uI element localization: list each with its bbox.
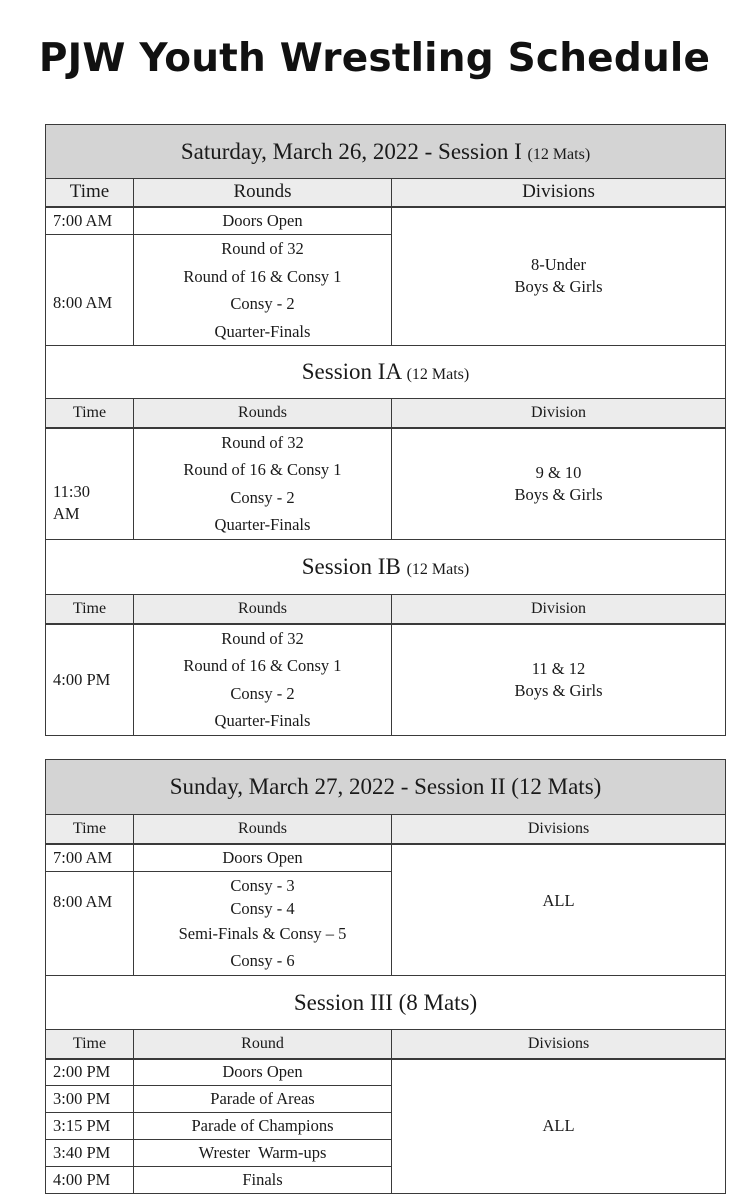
time-cell: 7:00 AM bbox=[46, 844, 134, 872]
header-round: Round bbox=[134, 1030, 392, 1059]
time-cell: 4:00 PM bbox=[46, 1167, 134, 1194]
header-time: Time bbox=[46, 595, 134, 624]
time-cell: 2:00 PM bbox=[46, 1059, 134, 1086]
round-item: Quarter-Finals bbox=[214, 711, 311, 730]
division-line: Boys & Girls bbox=[514, 277, 603, 297]
round-cell: Parade of Areas bbox=[134, 1086, 392, 1113]
rounds-cell bbox=[134, 624, 392, 736]
round-item: Consy - 3 bbox=[230, 875, 295, 895]
session-i-title-row bbox=[46, 125, 726, 179]
header-rounds: Rounds bbox=[134, 595, 392, 624]
round-item: Round of 16 & Consy 1 bbox=[183, 266, 342, 286]
time-cell: 8:00 AM bbox=[46, 872, 134, 976]
session-ia-title bbox=[46, 346, 726, 399]
time-cell: 3:00 PM bbox=[46, 1086, 134, 1113]
header-divisions: Divisions bbox=[392, 1030, 726, 1059]
session-ib-heading: Session IB bbox=[301, 554, 401, 579]
round-item: Round of 16 & Consy 1 bbox=[183, 656, 342, 675]
session-i-heading: Saturday, March 26, 2022 - Session I bbox=[180, 138, 522, 164]
rounds-cell bbox=[134, 872, 392, 976]
header-rounds: Rounds bbox=[134, 179, 392, 207]
time-cell: 7:00 AM bbox=[46, 207, 134, 235]
round-item: Round of 32 bbox=[221, 239, 304, 258]
header-rounds: Rounds bbox=[134, 815, 392, 844]
round-cell: Doors Open bbox=[134, 844, 392, 872]
session-iii-title: Session III (8 Mats) bbox=[46, 976, 726, 1030]
table-row bbox=[46, 428, 726, 540]
session-iii-title-row bbox=[46, 976, 726, 1030]
time-cell: 4:00 PM bbox=[46, 624, 134, 736]
session-ia-heading: Session IA bbox=[301, 359, 401, 384]
round-cell: Wrester Warm-ups bbox=[134, 1140, 392, 1167]
session-ib-mats: (12 Mats) bbox=[406, 561, 470, 578]
round-item: Consy - 2 bbox=[230, 294, 295, 313]
session-i-title bbox=[46, 125, 726, 179]
session-ib-title bbox=[46, 540, 726, 595]
session-ii-header-row bbox=[46, 815, 726, 844]
round-item: Quarter-Finals bbox=[214, 515, 311, 535]
division-cell: ALL bbox=[392, 1059, 726, 1194]
division-cell: ALL bbox=[392, 844, 726, 976]
round-cell: Doors Open bbox=[134, 207, 392, 235]
division-cell bbox=[392, 207, 726, 346]
page-title: PJW Youth Wrestling Schedule bbox=[38, 36, 711, 81]
round-cell: Finals bbox=[134, 1167, 392, 1194]
round-item: Semi-Finals & Consy – 5 bbox=[178, 923, 347, 943]
saturday-schedule-table bbox=[45, 124, 726, 736]
session-ia-title-row bbox=[46, 346, 726, 399]
round-item: Quarter-Finals bbox=[214, 321, 311, 341]
time-cell: 3:40 PM bbox=[46, 1140, 134, 1167]
table-row bbox=[46, 844, 726, 872]
session-i-header-row bbox=[46, 179, 726, 207]
header-divisions: Divisions bbox=[392, 815, 726, 844]
header-time: Time bbox=[46, 815, 134, 844]
time-cell: 3:15 PM bbox=[46, 1113, 134, 1140]
division-line: 8-Under bbox=[531, 255, 586, 275]
round-item: Consy - 6 bbox=[230, 950, 295, 970]
session-ib-header-row bbox=[46, 595, 726, 624]
session-ia-mats: (12 Mats) bbox=[406, 366, 470, 383]
division-line: Boys & Girls bbox=[514, 484, 603, 504]
division-line: 11 & 12 bbox=[531, 658, 586, 678]
header-time: Time bbox=[46, 179, 134, 207]
division-cell bbox=[392, 624, 726, 736]
session-i-mats: (12 Mats) bbox=[527, 145, 591, 163]
header-division: Division bbox=[392, 595, 726, 624]
time-line: 11:30 bbox=[53, 482, 90, 501]
round-item: Consy - 2 bbox=[230, 487, 295, 507]
header-divisions: Divisions bbox=[392, 179, 726, 207]
division-line: 9 & 10 bbox=[535, 462, 582, 482]
round-item: Round of 16 & Consy 1 bbox=[183, 460, 342, 480]
session-ii-title: Sunday, March 27, 2022 - Session II (12 Mats) bbox=[46, 760, 726, 815]
rounds-cell bbox=[134, 428, 392, 540]
table-row bbox=[46, 1059, 726, 1086]
rounds-cell bbox=[134, 235, 392, 346]
header-time: Time bbox=[46, 1030, 134, 1059]
session-iii-header-row bbox=[46, 1030, 726, 1059]
division-line: Boys & Girls bbox=[514, 680, 603, 700]
time-cell bbox=[46, 428, 134, 540]
time-cell: 8:00 AM bbox=[46, 235, 134, 346]
time-line: AM bbox=[53, 504, 80, 523]
table-row bbox=[46, 624, 726, 736]
round-item: Consy - 2 bbox=[230, 683, 295, 703]
round-item: Consy - 4 bbox=[230, 898, 295, 918]
round-cell: Doors Open bbox=[134, 1059, 392, 1086]
round-item: Round of 32 bbox=[221, 628, 304, 648]
header-division: Division bbox=[392, 399, 726, 428]
header-time: Time bbox=[46, 399, 134, 428]
table-row bbox=[46, 207, 726, 235]
division-cell bbox=[392, 428, 726, 540]
session-ii-title-row bbox=[46, 760, 726, 815]
round-cell: Parade of Champions bbox=[134, 1113, 392, 1140]
round-item: Round of 32 bbox=[221, 432, 304, 452]
session-ia-header-row bbox=[46, 399, 726, 428]
header-rounds: Rounds bbox=[134, 399, 392, 428]
session-ib-title-row bbox=[46, 540, 726, 595]
sunday-schedule-table bbox=[45, 759, 726, 1194]
